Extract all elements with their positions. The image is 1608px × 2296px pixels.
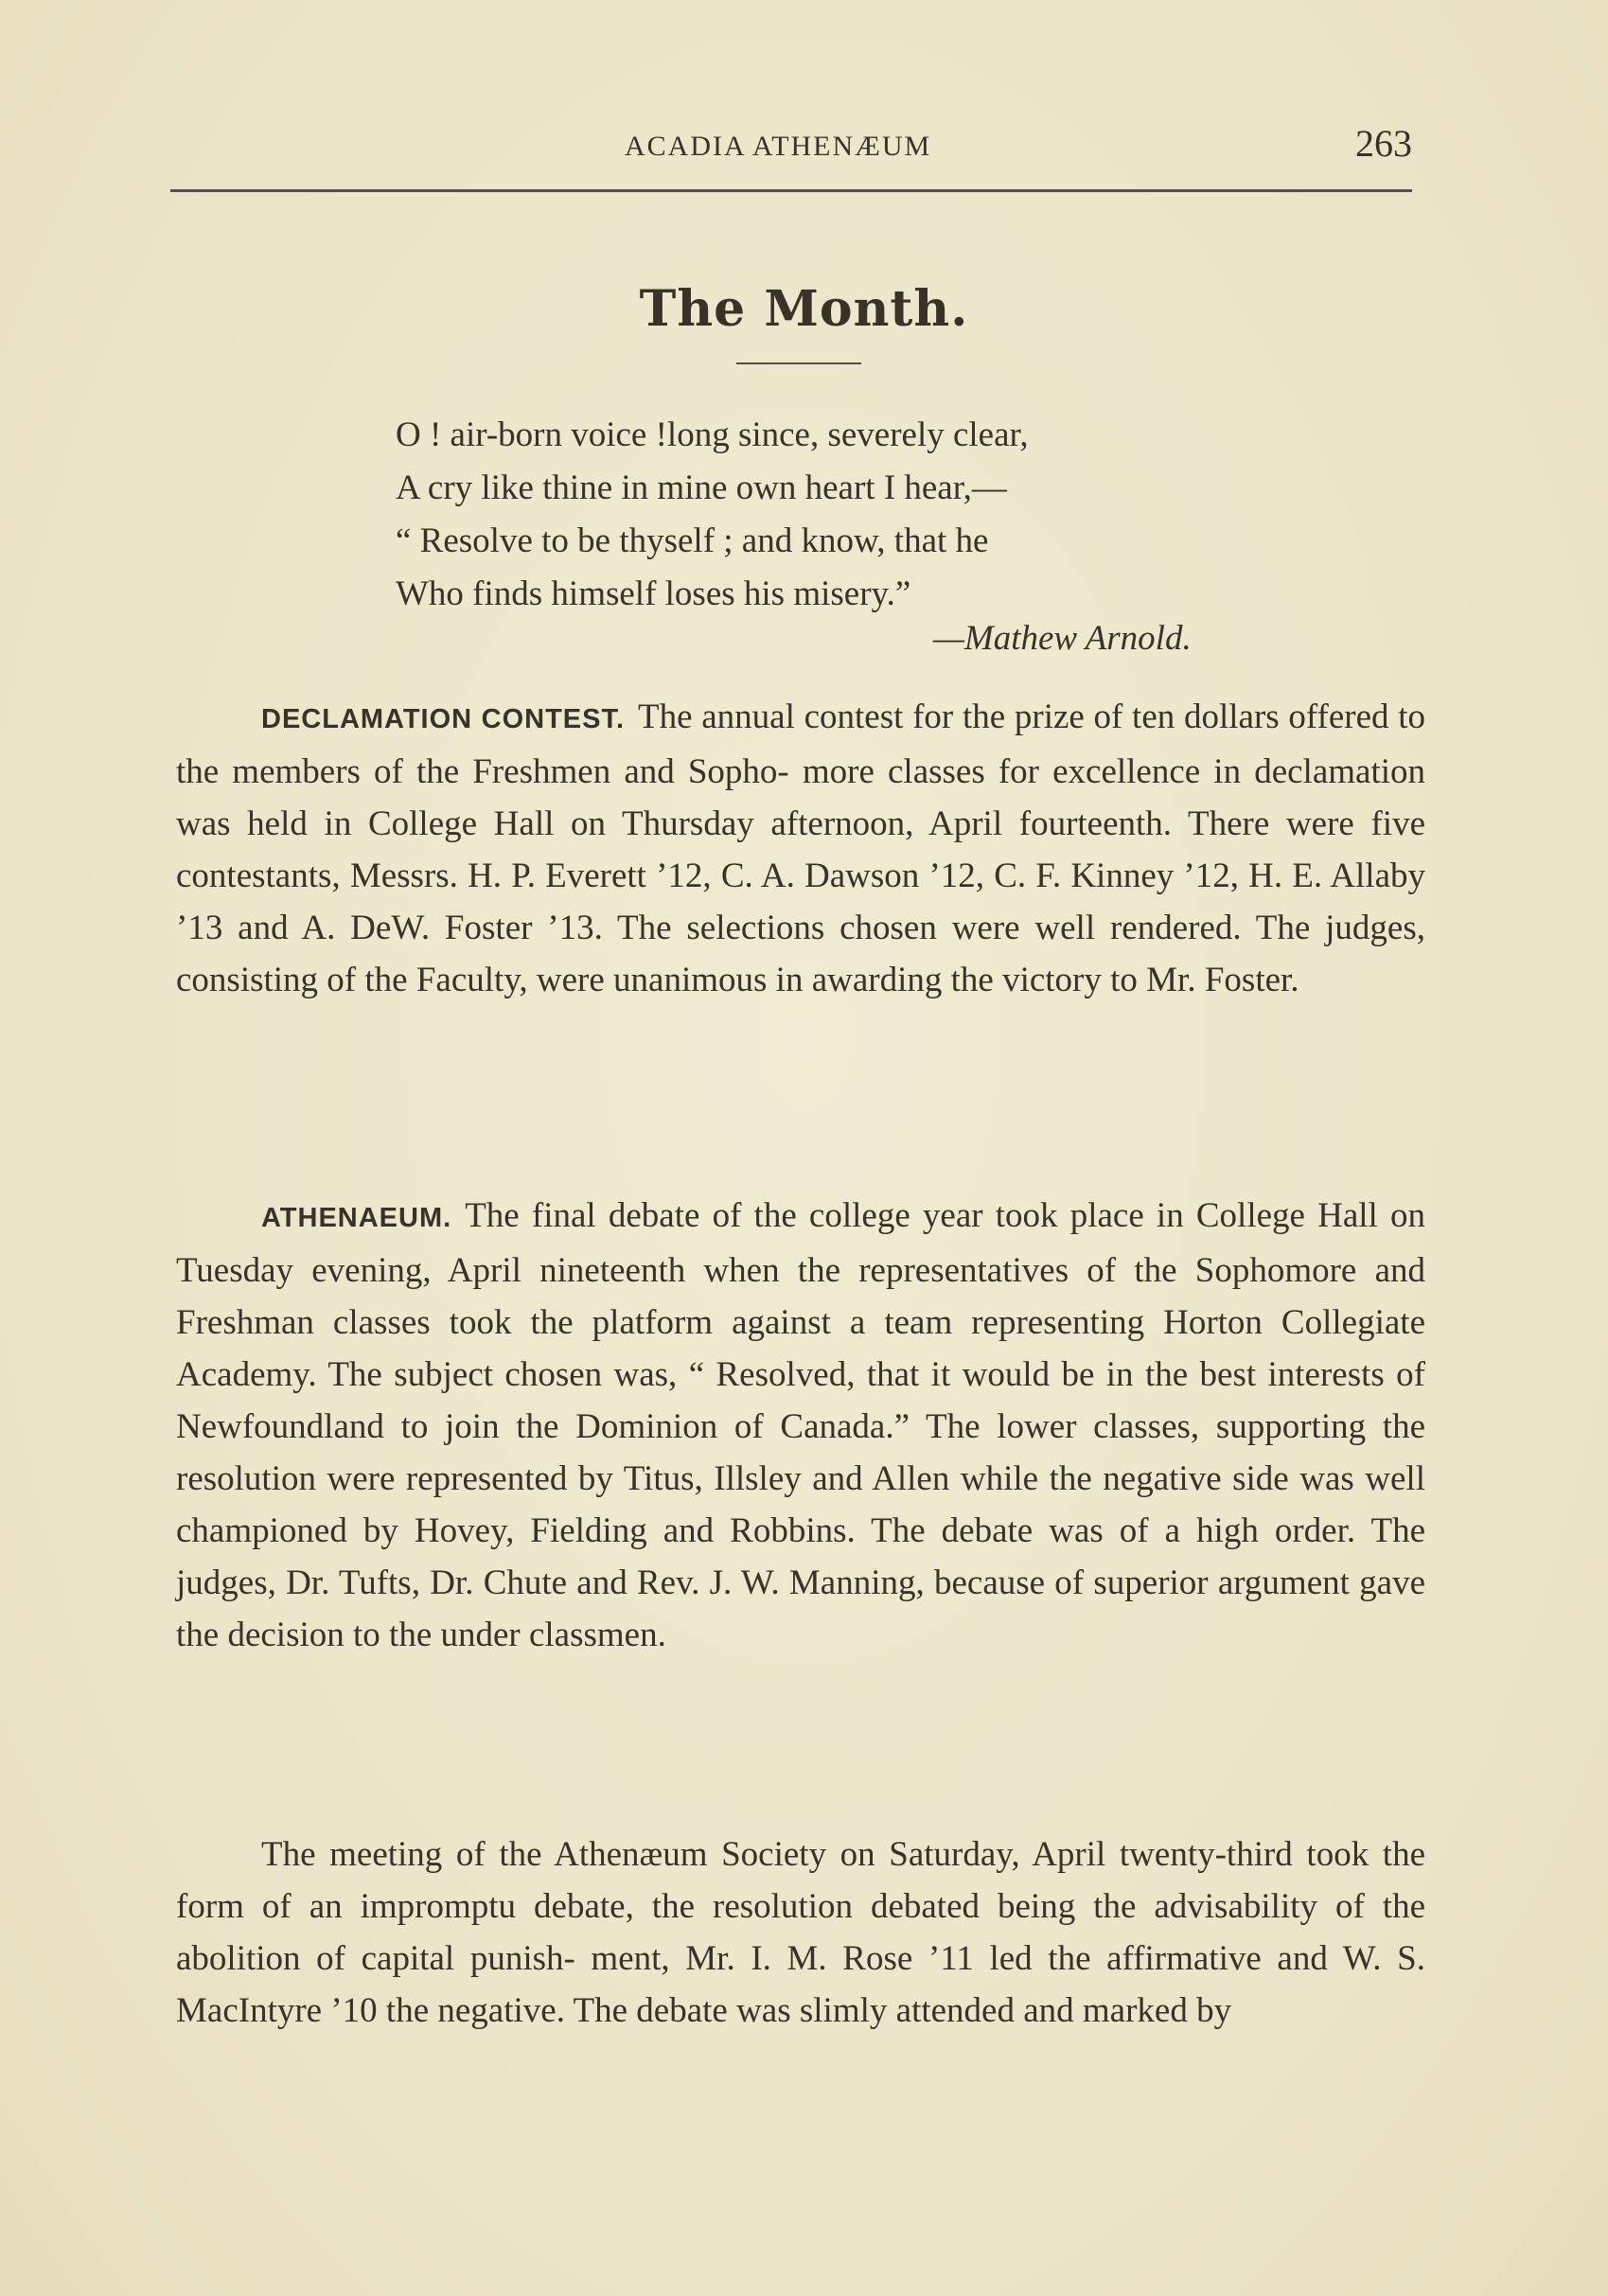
society-meeting-paragraph bbox=[176, 1828, 1425, 2037]
declamation-contest-paragraph bbox=[176, 691, 1425, 1006]
section-title: The Month. bbox=[639, 280, 969, 338]
paragraph-heading: DECLAMATION CONTEST. bbox=[261, 704, 626, 734]
poem-line: Who finds himself loses his misery.” bbox=[396, 574, 911, 613]
poem-line: O ! air-born voice !long since, severely clear, bbox=[396, 415, 1029, 454]
paragraph-heading: ATHENAEUM. bbox=[261, 1203, 452, 1233]
running-head: ACADIA ATHENÆUM bbox=[625, 131, 932, 162]
athenaeum-paragraph bbox=[176, 1190, 1425, 1661]
poem-line: A cry like thine in mine own heart I hear,— bbox=[396, 468, 1007, 507]
header-rule bbox=[170, 189, 1412, 192]
title-rule bbox=[736, 362, 861, 364]
paragraph-text: The meeting of the Athenæum Society on Saturday, April twenty-third took the form of an impromptu debate, the resolution debated being the advisability of the abolition of capital punish- ment, Mr. I. M. Rose ’11 led the affirmative and W. S. MacIntyre ’10 the negative. The debate was slimly attended and marked by bbox=[176, 1835, 1425, 2030]
poem-attribution: —Mathew Arnold. bbox=[933, 619, 1192, 658]
paragraph-text: The final debate of the college year took place in College Hall on Tuesday evening, April nineteenth when the representatives of the Sophomore and Freshman classes took the platform against a team representing Horton Collegiate Academy. The subject chosen was, “ Resolved, that it would be in the best interests of Newfoundland to join the Dominion of Canada.” The lower classes, supporting the resolution were represented by Titus, Illsley and Allen while the negative side was well championed by Hovey, Fielding and Robbins. The debate was of a high order. The judges, Dr. Tufts, Dr. Chute and Rev. J. W. Manning, because of superior argument gave the decision to the under classmen. bbox=[176, 1196, 1425, 1654]
page-number: 263 bbox=[1355, 122, 1412, 165]
poem bbox=[396, 409, 1342, 621]
poem-line: “ Resolve to be thyself ; and know, that he bbox=[396, 521, 989, 560]
paragraph-text: The annual contest for the prize of ten dollars offered to the members of the Freshmen and Sopho- more classes for excellence in declamation was held in College Hall on Thursday afternoon, April fourteenth. There were five contestants, Messrs. H. P. Everett ’12, C. A. Dawson ’12, C. F. Kinney ’12, H. E. Allaby ’13 and A. DeW. Foster ’13. The selections chosen were well rendered. The judges, consisting of the Faculty, were unanimous in awarding the victory to Mr. Foster. bbox=[176, 698, 1426, 999]
